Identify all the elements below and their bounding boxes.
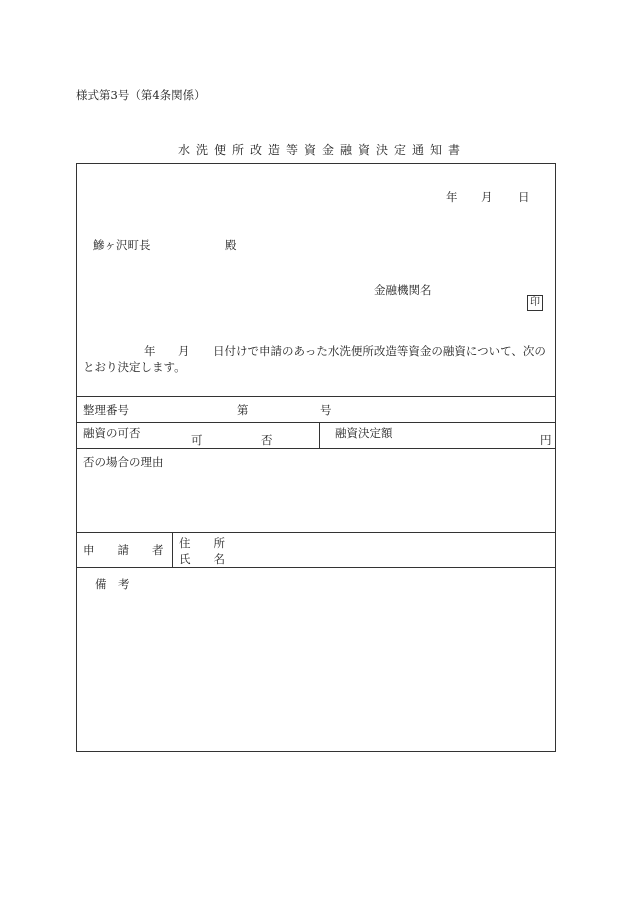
reference-dai: 第 — [237, 403, 249, 417]
reference-label: 整理番号 — [83, 403, 129, 417]
applicant-label: 申 請 者 — [83, 543, 164, 557]
body-month: 月 — [178, 344, 190, 358]
seal-mark: 印 — [527, 295, 543, 311]
body-text-line1: 日付けで申請のあった水洗便所改造等資金の融資について、次の — [213, 344, 546, 358]
approval-label: 融資の可否 — [83, 426, 141, 440]
applicant-address-label: 住 所 — [179, 536, 225, 550]
page-title: 水洗便所改造等資金融資決定通知書 — [178, 143, 467, 157]
approval-no: 否 — [261, 433, 273, 447]
date-year: 年 — [446, 190, 458, 204]
reason-label: 否の場合の理由 — [83, 455, 164, 469]
body-text-line2: とおり決定します。 — [83, 360, 186, 374]
date-day: 日 — [518, 190, 530, 204]
applicant-name-label: 氏 名 — [179, 552, 225, 566]
approval-yes: 可 — [191, 433, 203, 447]
amount-label: 融資決定額 — [335, 426, 393, 440]
form-number: 様式第3号（第4条関係） — [76, 88, 206, 102]
addressee-honorific: 殿 — [225, 238, 237, 252]
body-year: 年 — [144, 344, 156, 358]
amount-yen: 円 — [540, 433, 552, 447]
reference-go: 号 — [320, 403, 332, 417]
notification-form — [76, 163, 556, 752]
addressee-name: 鰺ヶ沢町長 — [93, 238, 151, 252]
date-month: 月 — [481, 190, 493, 204]
remarks-label: 備 考 — [95, 577, 130, 591]
institution-label: 金融機関名 — [374, 283, 432, 297]
